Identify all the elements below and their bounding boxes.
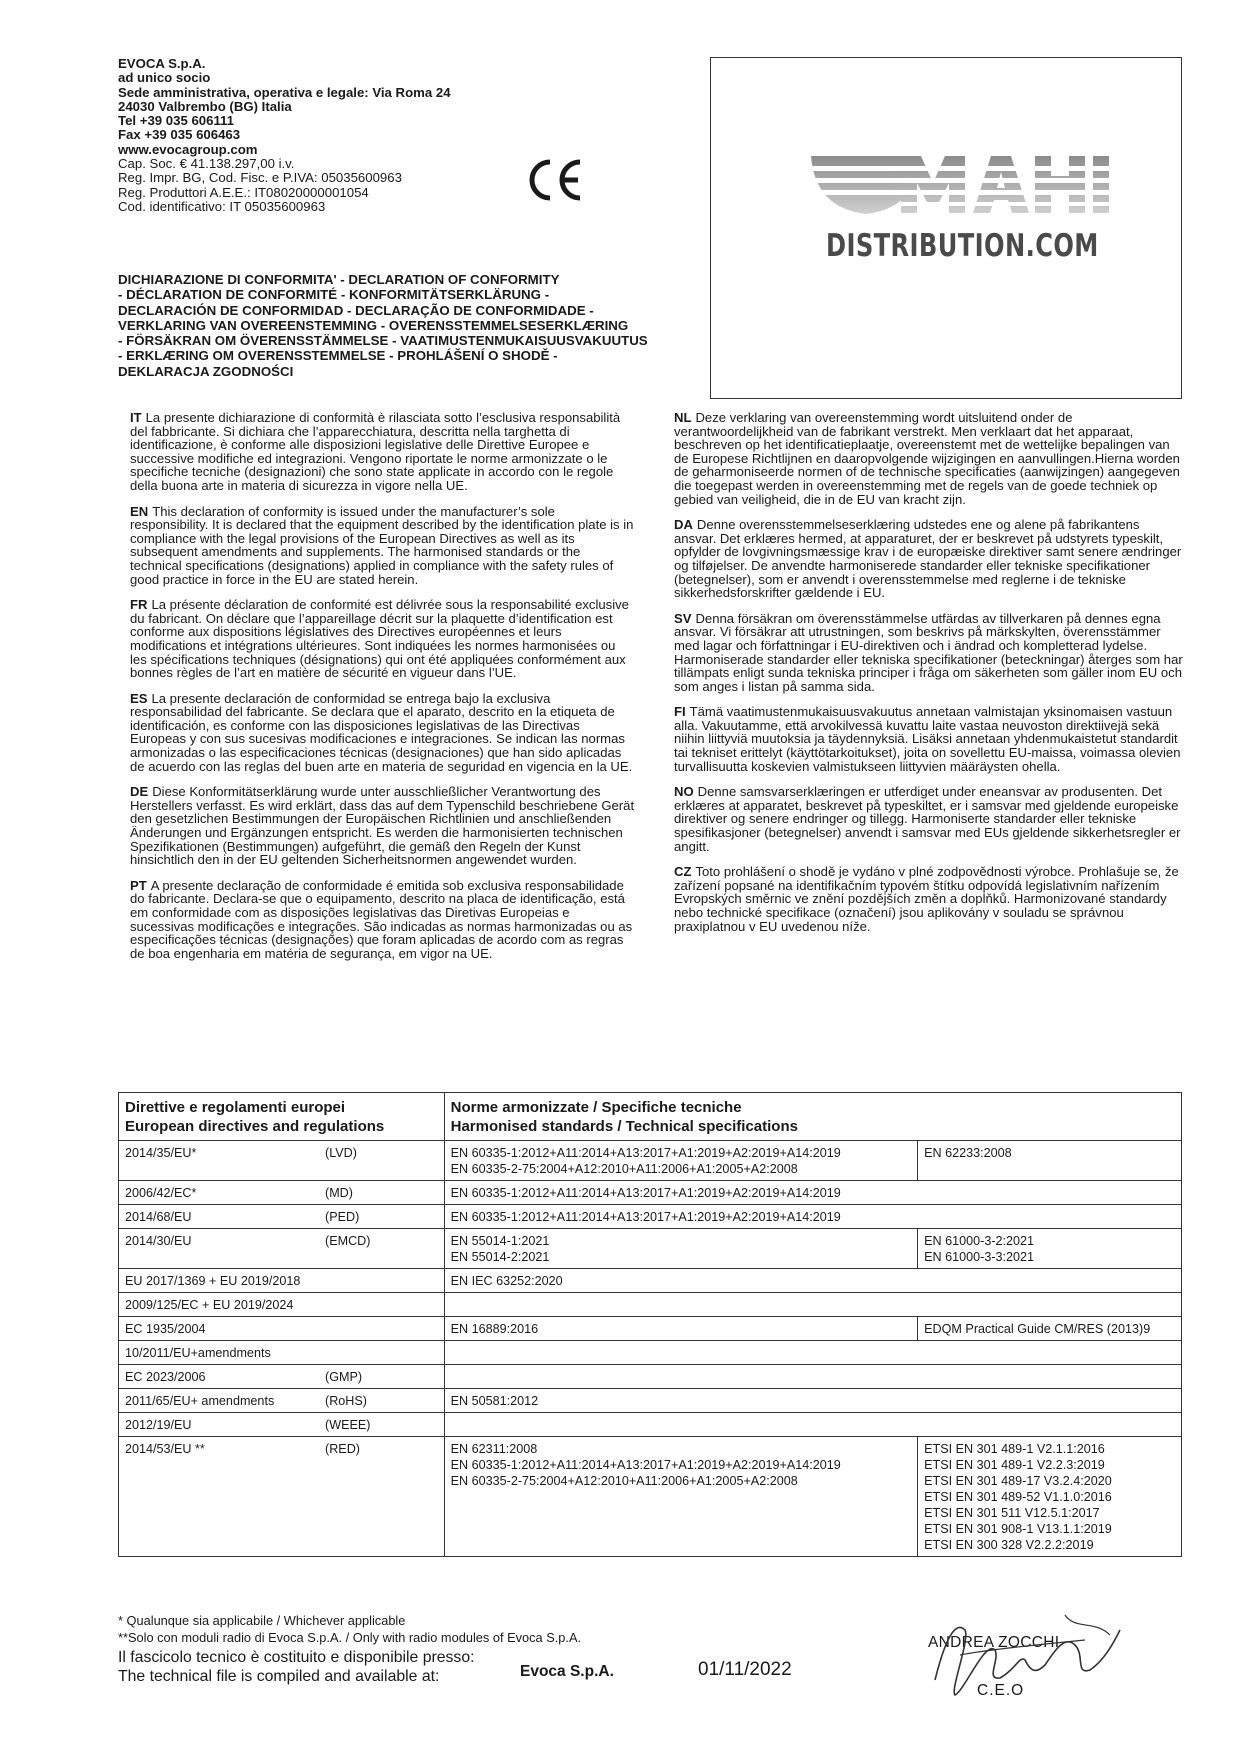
standard-item: EN 60335-1:2012+A11:2014+A13:2017+A1:2019+A2:2019+A14:2019	[450, 1146, 841, 1160]
company-reg-aee: Reg. Produttori A.E.E.: IT08020000001054	[118, 184, 369, 200]
paragraph-text: Denne overensstemmelseserklæring udstedes ene og alene på fabrikantens ansvar. Det erklæres hermed, at apparaturet, der er beskrevet på udstyrets typeskilt, opfylder de lovgivningsmæssige krav i de europæiske direktiver samt senere ændringer og tilføjelser. De anvendte harmoniserede standarder eller tekniske specifikationer (betegnelser), som er anvendt i overensstemmelse med reglerne i de tekniske sikkerhedsforskrifter gældende i EU.	[674, 517, 1182, 601]
title-line: - ERKLÆRING OM OVERENSSTEMMELSE - PROHLÁŠENÍ O SHODĚ -	[118, 348, 558, 364]
directive-code: EC 2023/2006	[125, 1370, 206, 1384]
declaration-title	[118, 272, 708, 379]
directive-cell	[119, 1341, 445, 1365]
standards-cell	[444, 1205, 1181, 1229]
signatory-role: C.E.O	[977, 1682, 1025, 1699]
lang-code: EN	[130, 503, 149, 519]
table-row	[119, 1293, 1182, 1317]
table-row	[119, 1389, 1182, 1413]
table-row	[119, 1141, 1182, 1181]
standards-cell	[444, 1413, 1181, 1437]
footnotes	[118, 1612, 581, 1646]
standard-item: ETSI EN 301 489-1 V2.2.3:2019	[924, 1458, 1105, 1472]
extra-standards-cell	[918, 1437, 1182, 1557]
standard-item: EN 60335-2-75:2004+A12:2010+A11:2006+A1:2005+A2:2008	[450, 1162, 798, 1176]
standard-item: ETSI EN 301 489-52 V1.1.0:2016	[924, 1490, 1112, 1504]
logo-text: DISTRIBUTION.COM	[826, 228, 1099, 264]
directive-abbr: (GMP)	[325, 1370, 363, 1384]
standard-item: ETSI EN 301 489-17 V3.2.4:2020	[924, 1474, 1112, 1488]
standard-item: EN 60335-1:2012+A11:2014+A13:2017+A1:2019+A2:2019+A14:2019	[450, 1186, 841, 1200]
header-directives	[119, 1093, 445, 1141]
company-fax: Fax +39 035 606463	[118, 127, 241, 143]
directive-code: EU 2017/1369 + EU 2019/2018	[125, 1274, 301, 1288]
company-tel: Tel +39 035 606111	[118, 113, 234, 129]
directive-cell	[119, 1317, 445, 1341]
table-row	[119, 1365, 1182, 1389]
footnote: * Qualunque sia applicabile / Whichever applicable	[118, 1613, 406, 1628]
standard-item: EN 62233:2008	[924, 1146, 1012, 1160]
standard-item: ETSI EN 300 328 V2.2.2:2019	[924, 1538, 1094, 1552]
company-city: 24030 Valbrembo (BG) Italia	[118, 98, 292, 114]
directive-abbr: (EMCD)	[325, 1234, 371, 1248]
paragraph-text: La presente dichiarazione di conformità è rilasciata sotto l’esclusiva responsabilità del fabbricante. Si dichiara che l’apparecchiatura, descritta nella targhetta di identificazione, è conforme alle disposizioni legislative delle Direttive Europee e successive modifiche ed integrazioni. Vengono riportate le norme armonizzate o le specifiche tecniche (designazioni) che sono state applicate in accordo con le regole della buona arte in materia di sicurezza in vigore nella UE.	[130, 410, 621, 493]
technical-file-it: Il fascicolo tecnico è costituito e disponibile presso:	[118, 1649, 475, 1666]
standards-cell	[444, 1365, 1181, 1389]
company-address: Sede amministrativa, operativa e legale: Via Roma 24	[118, 84, 451, 100]
lang-code: DE	[130, 784, 149, 800]
company-name: EVOCA S.p.A.	[118, 56, 206, 71]
table-row	[119, 1181, 1182, 1205]
technical-file-en: The technical file is compiled and available at:	[118, 1668, 440, 1685]
table-row	[119, 1413, 1182, 1437]
title-line: - DÉCLARATION DE CONFORMITÉ - KONFORMITÄTSERKLÄRUNG -	[118, 287, 550, 303]
directive-cell	[119, 1229, 445, 1269]
directive-code: 2009/125/EC + EU 2019/2024	[125, 1298, 294, 1312]
paragraph-text: La presente declaración de conformidad se entrega bajo la exclusiva responsabilidad del fabricante. Se declara que el aparato, descrito en la etiqueta de identificación, es conforme con las disposiciones legislativas de las Directivas Europeas y con sus sucesivas modificaciones e integraciones. Se indican las normas armonizadas o las especificaciones técnicas (designaciones) que han sido aplicadas de acuerdo con las reglas del buen arte en materia de seguridad en vigencia en la UE.	[130, 690, 633, 774]
table-header-row	[119, 1093, 1182, 1141]
directive-abbr: (RoHS)	[325, 1394, 367, 1408]
header-line: Direttive e regolamenti europei	[125, 1099, 346, 1116]
table-row	[119, 1341, 1182, 1365]
paragraph-text: A presente declaração de conformidade é emitida sob exclusiva responsabilidade do fabricante. Declara-se que o equipamento, descrito na placa de identificação, está em conformidade com as disposições legislativas das Diretivas Europeias e sucessivas modificações e integrações. São indicadas as normas harmonizadas ou as especificações técnicas (designações) que foram aplicadas de acordo com as regras de boa engenharia em matéria de segurança, em vigor na UE.	[130, 877, 633, 961]
table-row	[119, 1437, 1182, 1557]
standard-item: EN 60335-1:2012+A11:2014+A13:2017+A1:2019+A2:2019+A14:2019	[450, 1210, 841, 1224]
paragraph-cz	[674, 865, 1184, 933]
ce-mark-icon	[526, 158, 586, 207]
standard-item: ETSI EN 301 489-1 V2.1.1:2016	[924, 1442, 1105, 1456]
lang-code: PT	[130, 877, 147, 893]
directive-abbr: (PED)	[325, 1210, 360, 1224]
paragraph-en	[130, 505, 635, 587]
standard-item: EN 55014-2:2021	[450, 1250, 550, 1264]
directive-cell	[119, 1205, 445, 1229]
title-line: VERKLARING VAN OVEREENSTEMMING - OVERENSSTEMMELSESERKLÆRING	[118, 317, 629, 333]
distributor-logo-box	[710, 57, 1182, 399]
paragraphs-right	[674, 411, 1184, 945]
title-line: DECLARACIÓN DE CONFORMIDAD - DECLARAÇÃO DE CONFORMIDADE -	[118, 302, 594, 318]
extra-standards-cell	[918, 1229, 1182, 1269]
paragraph-text: La présente déclaration de conformité est délivrée sous la responsabilité exclusive du fabricant. On déclare que l’appareillage décrit sur la plaquette d’identification est conforme aux dispositions législatives des Directives européennes et leurs modifications et intégrations ultérieures. Sont indiquées les normes harmonisées ou les spécifications techniques (désignations) qui ont été appliquées conformément aux bonnes règles de l’art en matière de sécurité en vigueur dans l’UE.	[130, 597, 629, 681]
standard-item: EN 50581:2012	[450, 1394, 539, 1408]
lang-code: ES	[130, 690, 148, 706]
directive-cell	[119, 1269, 445, 1293]
paragraph-text: Deze verklaring van overeenstemming wordt uitsluitend onder de verantwoordelijkheid van de fabrikant verstrekt. Men verklaart dat het apparaat, beschreven op het identificatieplaatje, overeenstemt met de wettelijke bepalingen van de Europese Richtlijnen en daaropvolgende wijzigingen en aanvullingen.Hierna worden de geharmoniseerde normen of de technische specificaties (aanwijzingen) aangegeven die toegepast werden in overeenstemming met de regels van de goede techniek op gebied van veiligheid, die in de EU van kracht zijn.	[674, 410, 1180, 507]
extra-standards-cell	[918, 1317, 1182, 1341]
standard-item: ETSI EN 301 908-1 V13.1.1:2019	[924, 1522, 1112, 1536]
paragraph-da	[674, 518, 1184, 600]
standards-cell	[444, 1341, 1181, 1365]
standard-item: EN 16889:2016	[450, 1322, 539, 1336]
company-web: www.evocagroup.com	[118, 141, 258, 157]
footnote: **Solo con moduli radio di Evoca S.p.A. / Only with radio modules of Evoca S.p.A.	[118, 1630, 582, 1645]
header-line: Harmonised standards / Technical specifications	[450, 1118, 798, 1135]
directive-code: EC 1935/2004	[125, 1322, 206, 1336]
paragraph-fr	[130, 598, 635, 680]
mahi-logo-icon	[711, 58, 1183, 238]
lang-code: NL	[674, 410, 692, 425]
paragraph-no	[674, 785, 1184, 853]
table-row	[119, 1205, 1182, 1229]
standards-cell	[444, 1389, 1181, 1413]
standard-item: EN IEC 63252:2020	[450, 1274, 563, 1288]
paragraph-pt	[130, 879, 635, 961]
standard-item: EN 60335-2-75:2004+A12:2010+A11:2006+A1:2005+A2:2008	[450, 1474, 798, 1488]
table-row	[119, 1269, 1182, 1293]
lang-code: CZ	[674, 864, 692, 880]
standards-cell	[444, 1181, 1181, 1205]
directive-cell	[119, 1389, 445, 1413]
standard-item: EN 62311:2008	[450, 1442, 538, 1456]
standard-item: EN 61000-3-2:2021	[924, 1234, 1035, 1248]
technical-file-statement	[118, 1648, 475, 1686]
table-body	[119, 1141, 1182, 1557]
standards-cell	[444, 1229, 918, 1269]
table-row	[119, 1317, 1182, 1341]
standards-cell	[444, 1317, 918, 1341]
table-row	[119, 1229, 1182, 1269]
directive-abbr: (RED)	[325, 1442, 360, 1456]
directive-cell	[119, 1293, 445, 1317]
lang-code: SV	[674, 610, 692, 626]
standard-item: EN 55014-1:2021	[450, 1234, 550, 1248]
lang-code: DA	[674, 517, 693, 533]
title-line: DICHIARAZIONE DI CONFORMITA' - DECLARATION OF CONFORMITY	[118, 272, 560, 287]
technical-file-company: Evoca S.p.A.	[520, 1663, 614, 1680]
directive-cell	[119, 1181, 445, 1205]
company-cod-id: Cod. identificativo: IT 05035600963	[118, 198, 326, 214]
lang-code: NO	[674, 784, 694, 800]
paragraph-text: Tämä vaatimustenmukaisuusvakuutus annetaan valmistajan yksinomaisen vastuun alla. Vakuutamme, että arvokilvessä kuvattu laite vastaa neuvoston direktiivejä sekä niihin liittyviä muutoksia ja täydennyksiä. Lisäksi annetaan yhdenmukaistetut standardit tai tekniset erittelyt (käyttötarkoitukset), joita on sovellettu EU-maissa, voimassa olevien turvallisuutta koskevien valmistukseen liittyvien määräysten ohella.	[674, 704, 1181, 774]
paragraph-text: Denne samsvarserklæringen er utferdiget under eneansvar av produsenten. Det erklæres at apparatet, beskrevet på typeskiltet, er i samsvar med gjeldende europeiske direktiver og senere endringer og tillegg. Harmoniserte standarder eller tekniske spesifikasjoner (betegnelser) anvendt i samsvar med EUs gjeldende sikkerhetsregler er angitt.	[674, 784, 1181, 854]
lang-code: FR	[130, 597, 148, 613]
standards-table	[118, 1092, 1182, 1557]
header-line: European directives and regulations	[125, 1118, 385, 1135]
directive-abbr: (MD)	[325, 1186, 353, 1200]
paragraph-it	[130, 411, 635, 493]
company-socio: ad unico socio	[118, 70, 211, 86]
title-line: - FÖRSÄKRAN OM ÖVERENSSTÄMMELSE - VAATIMUSTENMUKAISUUSVAKUUTUS	[118, 333, 648, 349]
company-header	[118, 57, 538, 214]
signatory-name: ANDREA ZOCCHI	[928, 1634, 1060, 1651]
standard-item: EN 61000-3-3:2021	[924, 1250, 1035, 1264]
declaration-date: 01/11/2022	[698, 1659, 792, 1680]
paragraph-nl	[674, 411, 1184, 506]
signature-icon	[925, 1600, 1125, 1710]
directive-code: 2006/42/EC*	[125, 1186, 197, 1200]
company-capital: Cap. Soc. € 41.138.297,00 i.v.	[118, 156, 295, 172]
standard-item: EN 60335-1:2012+A11:2014+A13:2017+A1:2019+A2:2019+A14:2019	[450, 1458, 841, 1472]
standard-item: ETSI EN 301 511 V12.5.1:2017	[924, 1506, 1100, 1520]
paragraph-text: Diese Konformitätserklärung wurde unter ausschließlicher Verantwortung des Herstellers verfasst. Es wird erklärt, dass das auf dem Typenschild beschriebene Gerät den gesetzlichen Bestimmungen der Europäischen Richtlinien und anschließenden Änderungen und Ergänzungen entspricht. Es werden die harmonisierten technischen Spezifikationen (Bestimmungen) aufgeführt, die gemäß den Regeln der Kunst hinsichtlich den in der EU geltenden Sicherheitsnormen angewendet wurden.	[130, 784, 635, 868]
directive-code: 2012/19/EU	[125, 1418, 192, 1432]
extra-standards-cell	[918, 1141, 1182, 1181]
standards-cell	[444, 1293, 1181, 1317]
directive-abbr: (LVD)	[325, 1146, 357, 1160]
paragraph-fi	[674, 705, 1184, 773]
standard-item: EDQM Practical Guide CM/RES (2013)9	[924, 1322, 1151, 1336]
standards-cell	[444, 1437, 918, 1557]
paragraph-de	[130, 785, 635, 867]
title-line: DEKLARACJA ZGODNOŚCI	[118, 363, 294, 379]
directive-code: 2014/68/EU	[125, 1210, 192, 1224]
paragraph-sv	[674, 612, 1184, 694]
lang-code: IT	[130, 410, 142, 425]
paragraph-es	[130, 692, 635, 774]
paragraphs-left	[130, 411, 635, 972]
directive-code: 2014/30/EU	[125, 1234, 192, 1248]
directive-code: 2014/53/EU **	[125, 1442, 205, 1456]
directive-code: 2014/35/EU*	[125, 1146, 197, 1160]
paragraph-text: Denna försäkran om överensstämmelse utfärdas av tillverkaren på dennes egna ansvar. Vi försäkrar att utrustningen, som beskrivs på märkskylten, överensstämmer med lagar och författningar i EU-direktiven och i ändrad och kompletterad lydelse. Harmoniserade standarder eller tekniska specifikationer (beteckningar) återges som har tillämpats enligt sunda tekniska principer i fråga om säkerheten som gäller inom EU och som anges i listan på samma sida.	[674, 610, 1183, 694]
header-line: Norme armonizzate / Specifiche tecniche	[450, 1099, 742, 1116]
directive-code: 10/2011/EU+amendments	[125, 1346, 271, 1360]
directive-code: 2011/65/EU+ amendments	[125, 1394, 275, 1408]
lang-code: FI	[674, 704, 686, 720]
directive-abbr: (WEEE)	[325, 1418, 371, 1432]
header-standards	[444, 1093, 1181, 1141]
directive-cell	[119, 1413, 445, 1437]
directive-cell	[119, 1437, 445, 1557]
standards-cell	[444, 1269, 1181, 1293]
directive-cell	[119, 1141, 445, 1181]
standards-cell	[444, 1141, 918, 1181]
paragraph-text: Toto prohlášení o shodě je vydáno v plné zodpovědnosti výrobce. Prohlašuje se, že zařízení popsané na identifikačním typovém štítku odpovídá legislativním nařízením Evropských směrnic ve znění pozdějších změn a doplňků. Harmonizované standardy nebo technické specifikace (označení) jsou aplikovány v souladu se správnou praxiplatnou v EU uvedenou níže.	[674, 864, 1179, 934]
directive-cell	[119, 1365, 445, 1389]
company-reg: Reg. Impr. BG, Cod. Fisc. e P.IVA: 05035600963	[118, 170, 402, 186]
paragraph-text: This declaration of conformity is issued under the manufacturer’s sole responsibility. It is declared that the equipment described by the identification plate is in compliance with the legal provisions of the European Directives as well as its subsequent amendments and supplements. The harmonised standards or the technical specifications (designations) applied in compliance with the safety rules of good practice in force in the EU are stated herein.	[130, 503, 634, 587]
